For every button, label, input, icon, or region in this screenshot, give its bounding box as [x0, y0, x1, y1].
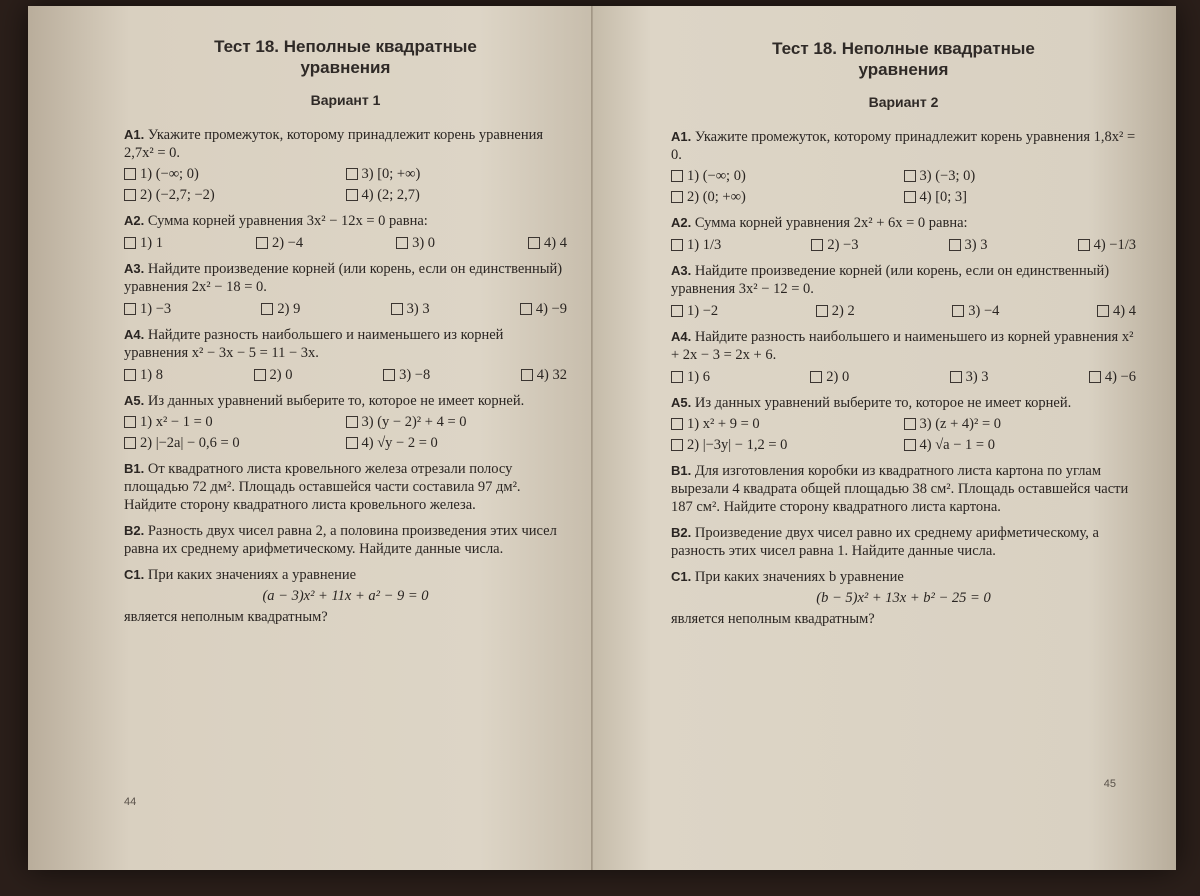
checkbox[interactable] — [949, 239, 961, 251]
checkbox[interactable] — [346, 416, 358, 428]
task-label: В2. — [671, 525, 692, 540]
task-a4 — [124, 326, 567, 384]
answer-option[interactable]: 3) −8 — [383, 366, 430, 384]
checkbox[interactable] — [383, 369, 395, 381]
checkbox[interactable] — [1078, 239, 1090, 251]
answer-option[interactable]: 2) |−2a| − 0,6 = 0 — [124, 434, 346, 452]
page-title — [124, 36, 567, 78]
answer-option[interactable]: 4) (2; 2,7) — [346, 186, 568, 204]
task-a2 — [124, 212, 567, 252]
answer-option[interactable]: 4) 4 — [1097, 302, 1136, 320]
task-text: Из данных уравнений выберите то, которое не имеет корней. — [147, 393, 525, 409]
answer-option[interactable]: 3) 3 — [391, 300, 430, 318]
answer-option[interactable]: 3) (y − 2)² + 4 = 0 — [346, 413, 568, 431]
task-a4 — [671, 328, 1136, 386]
task-text: Сумма корней уравнения 3x² − 12x = 0 равна: — [147, 213, 428, 229]
task-text: Для изготовления коробки из квадратного листа картона по углам вырезали 4 квадрата общей площадью 38 см². Площадь оставшейся части 187 см². Найдите сторону квадратного листа картона. — [671, 463, 1129, 515]
answer-option[interactable]: 4) −1/3 — [1078, 236, 1136, 254]
answer-option[interactable]: 3) (−3; 0) — [904, 167, 1137, 185]
task-b2 — [124, 522, 567, 558]
equation: (a − 3)x² + 11x + a² − 9 = 0 — [262, 588, 429, 604]
checkbox[interactable] — [124, 369, 136, 381]
task-c1 — [671, 568, 1136, 628]
title-line-2: уравнения — [300, 58, 391, 77]
task-label: А2. — [124, 213, 145, 228]
answer-option[interactable]: 2) |−3y| − 1,2 = 0 — [671, 436, 904, 454]
task-a1 — [124, 126, 567, 204]
checkbox[interactable] — [671, 305, 683, 317]
answer-option[interactable]: 4) −9 — [520, 300, 567, 318]
checkbox[interactable] — [124, 168, 136, 180]
task-text: Из данных уравнений выберите то, которое не имеет корней. — [694, 395, 1072, 411]
answer-option[interactable]: 3) 0 — [396, 234, 435, 252]
checkbox[interactable] — [528, 237, 540, 249]
checkbox[interactable] — [950, 371, 962, 383]
task-label: С1. — [671, 569, 692, 584]
task-b2 — [671, 524, 1136, 560]
answer-option[interactable]: 4) 32 — [521, 366, 567, 384]
answer-option[interactable]: 2) 9 — [261, 300, 300, 318]
task-text: Произведение двух чисел равно их среднему арифметическому, а разность этих чисел равна 1. Найдите данные числа. — [671, 525, 1099, 559]
task-b1 — [671, 462, 1136, 516]
checkbox[interactable] — [671, 418, 683, 430]
checkbox[interactable] — [671, 170, 683, 182]
checkbox[interactable] — [254, 369, 266, 381]
task-text: Сумма корней уравнения 2x² + 6x = 0 равна: — [694, 215, 968, 231]
answer-option[interactable]: 1) 6 — [671, 368, 710, 386]
variant-heading: Вариант 2 — [868, 94, 939, 110]
task-label: А4. — [671, 329, 692, 344]
checkbox[interactable] — [521, 369, 533, 381]
answer-option[interactable]: 4) [0; 3] — [904, 188, 1137, 206]
checkbox[interactable] — [671, 371, 683, 383]
task-text: Укажите промежуток, которому принадлежит корень уравнения 1,8x² = 0. — [671, 129, 1136, 163]
variant-heading: Вариант 1 — [310, 92, 381, 108]
answer-option[interactable]: 1) −2 — [671, 302, 718, 320]
answer-option[interactable]: 1) 1/3 — [671, 236, 721, 254]
checkbox[interactable] — [1097, 305, 1109, 317]
answer-option[interactable]: 1) x² + 9 = 0 — [671, 415, 904, 433]
checkbox[interactable] — [952, 305, 964, 317]
task-label: А5. — [124, 393, 145, 408]
answer-option[interactable]: 4) 4 — [528, 234, 567, 252]
answer-option[interactable]: 4) √y − 2 = 0 — [346, 434, 568, 452]
answer-option[interactable]: 2) 0 — [810, 368, 849, 386]
task-text: При каких значениях a уравнение — [147, 567, 357, 583]
task-a5 — [124, 392, 567, 452]
answer-option[interactable]: 2) (0; +∞) — [671, 188, 904, 206]
left-page — [28, 6, 593, 870]
answer-option[interactable]: 3) 3 — [950, 368, 989, 386]
open-workbook — [28, 6, 1176, 870]
checkbox[interactable] — [256, 237, 268, 249]
checkbox[interactable] — [671, 239, 683, 251]
checkbox[interactable] — [346, 168, 358, 180]
checkbox[interactable] — [1089, 371, 1101, 383]
task-label: А4. — [124, 327, 145, 342]
task-label: А1. — [124, 127, 145, 142]
task-text-tail: является неполным квадратным? — [124, 609, 328, 625]
right-page — [593, 6, 1176, 870]
task-c1 — [124, 566, 567, 626]
task-label: А3. — [671, 263, 692, 278]
title-line-2: уравнения — [858, 60, 949, 79]
answer-option[interactable]: 1) (−∞; 0) — [124, 165, 346, 183]
checkbox[interactable] — [904, 439, 916, 451]
title-line-1: Тест 18. Неполные квадратные — [772, 39, 1035, 58]
task-label: А5. — [671, 395, 692, 410]
checkbox[interactable] — [124, 189, 136, 201]
task-a5 — [671, 394, 1136, 454]
checkbox[interactable] — [671, 191, 683, 203]
checkbox[interactable] — [346, 437, 358, 449]
checkbox[interactable] — [346, 189, 358, 201]
checkbox[interactable] — [811, 239, 823, 251]
checkbox[interactable] — [124, 303, 136, 315]
answer-option[interactable]: 2) 0 — [254, 366, 293, 384]
checkbox[interactable] — [904, 191, 916, 203]
task-text: Найдите разность наибольшего и наименьшего из корней уравнения x² − 3x − 5 = 11 − 3x. — [124, 327, 504, 361]
task-text: Найдите произведение корней (или корень, если он единственный) уравнения 3x² − 12 = 0. — [671, 263, 1110, 297]
checkbox[interactable] — [810, 371, 822, 383]
checkbox[interactable] — [124, 237, 136, 249]
page-number: 45 — [1103, 778, 1116, 790]
checkbox[interactable] — [396, 237, 408, 249]
answer-option[interactable]: 2) −4 — [256, 234, 303, 252]
task-text-tail: является неполным квадратным? — [671, 611, 875, 627]
answer-option[interactable]: 2) 2 — [816, 302, 855, 320]
task-a1 — [671, 128, 1136, 206]
task-label: С1. — [124, 567, 145, 582]
checkbox[interactable] — [816, 305, 828, 317]
checkbox[interactable] — [124, 437, 136, 449]
answer-option[interactable]: 2) −3 — [811, 236, 858, 254]
checkbox[interactable] — [904, 170, 916, 182]
answer-option[interactable]: 1) 8 — [124, 366, 163, 384]
task-b1 — [124, 460, 567, 514]
task-label: В2. — [124, 523, 145, 538]
answer-option[interactable]: 3) −4 — [952, 302, 999, 320]
task-label: А1. — [671, 129, 692, 144]
title-line-1: Тест 18. Неполные квадратные — [214, 37, 477, 56]
answer-option[interactable]: 1) x² − 1 = 0 — [124, 413, 346, 431]
task-label: В1. — [671, 463, 692, 478]
answer-option[interactable]: 3) (z + 4)² = 0 — [904, 415, 1137, 433]
answer-option[interactable]: 1) (−∞; 0) — [671, 167, 904, 185]
page-number: 44 — [124, 796, 137, 808]
task-text: Разность двух чисел равна 2, а половина произведения этих чисел равна их среднему арифметическому. Найдите данные числа. — [124, 523, 557, 557]
task-a2 — [671, 214, 1136, 254]
equation: (b − 5)x² + 13x + b² − 25 = 0 — [816, 590, 991, 606]
answer-option[interactable]: 2) (−2,7; −2) — [124, 186, 346, 204]
answer-option[interactable]: 4) √a − 1 = 0 — [904, 436, 1137, 454]
task-label: А2. — [671, 215, 692, 230]
checkbox[interactable] — [391, 303, 403, 315]
answer-option[interactable]: 3) 3 — [949, 236, 988, 254]
answer-option[interactable]: 1) 1 — [124, 234, 163, 252]
task-a3 — [124, 260, 567, 318]
page-title — [671, 38, 1136, 80]
task-text: Найдите разность наибольшего и наименьшего из корней уравнения x² + 2x − 3 = 2x + 6. — [671, 329, 1134, 363]
task-text: Укажите промежуток, которому принадлежит корень уравнения 2,7x² = 0. — [124, 127, 544, 161]
task-text: При каких значениях b уравнение — [694, 569, 904, 585]
answer-option[interactable]: 3) [0; +∞) — [346, 165, 568, 183]
checkbox[interactable] — [124, 416, 136, 428]
task-label: В1. — [124, 461, 145, 476]
task-text: От квадратного листа кровельного железа отрезали полосу площадью 72 дм². Площадь оставшейся части составила 97 дм². Найдите сторону квадратного листа кровельного железа. — [124, 461, 521, 513]
task-text: Найдите произведение корней (или корень, если он единственный) уравнения 2x² − 18 = 0. — [124, 261, 563, 295]
checkbox[interactable] — [904, 418, 916, 430]
checkbox[interactable] — [520, 303, 532, 315]
task-label: А3. — [124, 261, 145, 276]
checkbox[interactable] — [261, 303, 273, 315]
answer-option[interactable]: 1) −3 — [124, 300, 171, 318]
checkbox[interactable] — [671, 439, 683, 451]
task-a3 — [671, 262, 1136, 320]
answer-option[interactable]: 4) −6 — [1089, 368, 1136, 386]
